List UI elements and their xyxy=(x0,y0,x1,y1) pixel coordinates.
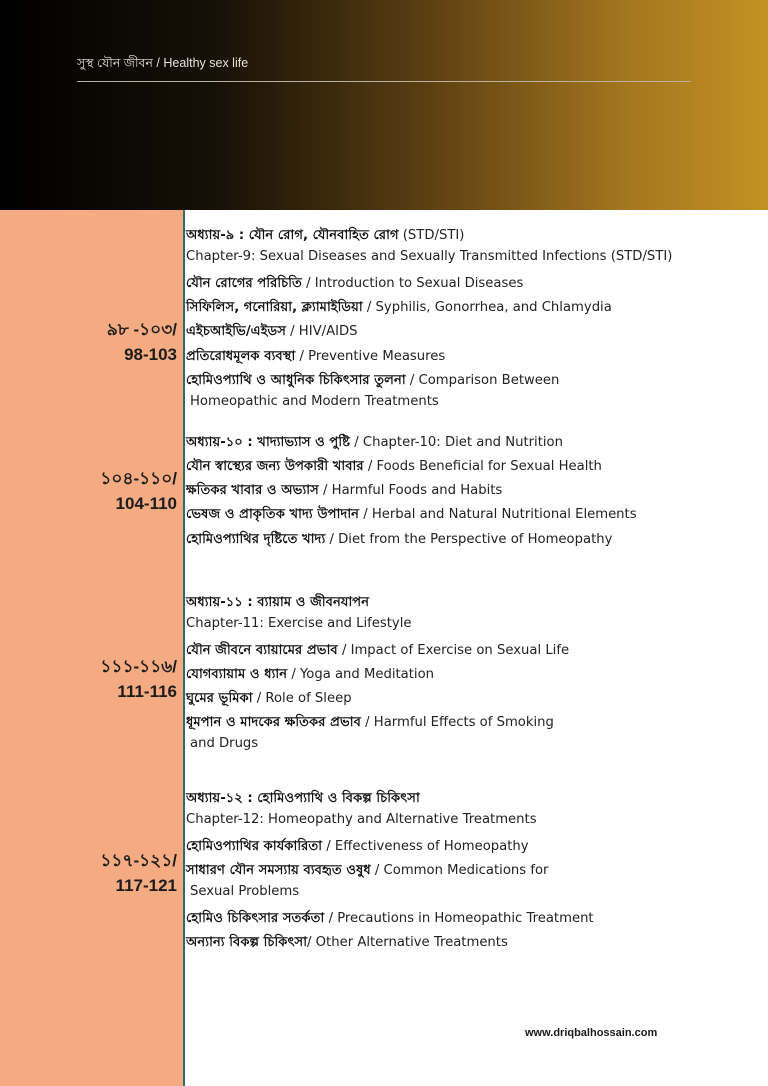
pages-english: 104-110 xyxy=(115,494,177,513)
toc-entry xyxy=(186,932,508,954)
bengali-text: সিফিলিস, গনোরিয়া, ক্ল্যামাইডিয়া xyxy=(186,300,363,315)
pages-english: 111-116 xyxy=(117,682,177,701)
english-text: / Chapter-10: Diet and Nutrition xyxy=(350,435,563,450)
english-text: / Common Medications for xyxy=(370,863,549,878)
chapter-12-pages xyxy=(100,848,177,898)
english-text: / Effectiveness of Homeopathy xyxy=(322,839,529,854)
pages-bengali: ৯৮ -১০৩/ xyxy=(106,320,177,339)
toc-entry xyxy=(186,321,358,343)
bengali-text: ভেষজ ও প্রাকৃতিক খাদ্য উপাদান xyxy=(186,507,360,522)
chapter-12-subtitle xyxy=(186,812,537,827)
pages-bengali: ১১৭-১২১/ xyxy=(100,851,177,870)
toc-entry xyxy=(186,346,445,368)
toc-entry xyxy=(186,529,612,551)
bengali-text: হোমিওপ্যাথি ও আধুনিক চিকিৎসার তুলনা xyxy=(186,373,406,388)
bengali-text: ক্ষতিকর খাবার ও অভ্যাস xyxy=(186,483,319,498)
english-text: / Role of Sleep xyxy=(252,691,352,706)
bengali-text: প্রতিরোধমূলক ব্যবস্থা xyxy=(186,349,296,364)
toc-entry xyxy=(186,456,602,478)
english-text: Chapter-11: Exercise and Lifestyle xyxy=(186,616,412,631)
toc-entry-continued xyxy=(190,394,439,409)
english-text: Sexual Problems xyxy=(190,884,300,899)
toc-entry xyxy=(186,836,529,858)
toc-entry xyxy=(186,480,502,502)
chapter-9-pages xyxy=(107,317,177,367)
header-banner xyxy=(0,0,768,210)
chapter-10-heading xyxy=(186,432,563,454)
bengali-text: যৌন জীবনে ব্যায়ামের প্রভাব xyxy=(186,643,338,658)
english-text: / Diet from the Perspective of Homeopathy xyxy=(325,532,613,547)
vertical-divider xyxy=(183,210,185,1086)
toc-entry xyxy=(186,370,559,392)
english-text: / Preventive Measures xyxy=(295,349,446,364)
chapter-12-heading xyxy=(186,788,420,810)
page-title: সুস্থ যৌন জীবন / Healthy sex life xyxy=(77,56,249,70)
pages-bengali: ১০৪-১১০/ xyxy=(100,469,177,488)
toc-entry-continued xyxy=(190,736,258,751)
bengali-text: যোগব্যায়াম ও ধ্যান xyxy=(186,667,288,682)
toc-entry xyxy=(186,297,612,319)
bengali-text: অধ্যায়-১২ : হোমিওপ্যাথি ও বিকল্প চিকিৎসা xyxy=(186,791,420,806)
english-text: / Syphilis, Gonorrhea, and Chlamydia xyxy=(362,300,612,315)
pages-english: 117-121 xyxy=(115,876,177,895)
chapter-9-heading xyxy=(186,225,464,247)
bengali-text: হোমিওপ্যাথির দৃষ্টিতে খাদ্য xyxy=(186,532,326,547)
english-text: / Yoga and Meditation xyxy=(287,667,435,682)
english-text: / Other Alternative Treatments xyxy=(307,935,508,950)
bengali-text: হোমিওপ্যাথির কার্যকারিতা xyxy=(186,839,323,854)
bengali-text: অন্যান্য বিকল্প চিকিৎসা xyxy=(186,935,308,950)
english-text: / Harmful Effects of Smoking xyxy=(360,715,554,730)
english-text: (STD/STI) xyxy=(398,228,465,243)
english-text: Chapter-12: Homeopathy and Alternative Treatments xyxy=(186,812,537,827)
bengali-text: সাধারণ যৌন সমস্যায় ব্যবহৃত ওষুধ xyxy=(186,863,371,878)
website-url[interactable]: www.driqbalhossain.com xyxy=(525,1027,658,1039)
chapter-11-heading xyxy=(186,592,369,614)
bengali-text: ধূমপান ও মাদকের ক্ষতিকর প্রভাব xyxy=(186,715,361,730)
chapter-11-subtitle xyxy=(186,616,412,631)
english-text: / Herbal and Natural Nutritional Elements xyxy=(359,507,637,522)
pages-bengali: ১১১-১১৬/ xyxy=(100,657,177,676)
english-text: / Precautions in Homeopathic Treatment xyxy=(324,911,594,926)
toc-entry xyxy=(186,688,352,710)
chapter-11-pages xyxy=(100,654,177,704)
bengali-text: অধ্যায়-১১ : ব্যায়াম ও জীবনযাপন xyxy=(186,595,370,610)
bengali-text: এইচআইভি/এইডস xyxy=(186,324,286,339)
toc-entry xyxy=(186,664,434,686)
english-text: / Foods Beneficial for Sexual Health xyxy=(363,459,602,474)
toc-entry xyxy=(186,860,548,882)
toc-entry xyxy=(186,273,523,295)
pages-english: 98-103 xyxy=(124,345,177,364)
bengali-text: ঘুমের ভূমিকা xyxy=(186,691,253,706)
english-text: and Drugs xyxy=(190,736,259,751)
bengali-text: হোমিও চিকিৎসার সতর্কতা xyxy=(186,911,325,926)
toc-entry xyxy=(186,908,594,930)
english-text: Homeopathic and Modern Treatments xyxy=(190,394,439,409)
english-text: / Harmful Foods and Habits xyxy=(318,483,503,498)
bengali-text: যৌন রোগের পরিচিতি xyxy=(186,276,302,291)
toc-entry xyxy=(186,640,569,662)
english-text: / Introduction to Sexual Diseases xyxy=(301,276,524,291)
header-divider xyxy=(77,81,691,82)
english-text: / Impact of Exercise on Sexual Life xyxy=(337,643,570,658)
toc-entry xyxy=(186,504,637,526)
bengali-text: যৌন স্বাস্থ্যের জন্য উপকারী খাবার xyxy=(186,459,364,474)
toc-entry-continued xyxy=(190,884,299,899)
english-text: Chapter-9: Sexual Diseases and Sexually Transmitted Infections (STD/STI) xyxy=(186,249,673,264)
english-text: / Comparison Between xyxy=(405,373,560,388)
bengali-text: অধ্যায়-৯ : যৌন রোগ, যৌনবাহিত রোগ xyxy=(186,228,399,243)
bengali-text: অধ্যায়-১০ : খাদ্যাভ্যাস ও পুষ্টি xyxy=(186,435,351,450)
toc-entry xyxy=(186,712,554,734)
chapter-10-pages xyxy=(100,466,177,516)
english-text: / HIV/AIDS xyxy=(285,324,358,339)
chapter-9-subtitle xyxy=(186,249,672,264)
